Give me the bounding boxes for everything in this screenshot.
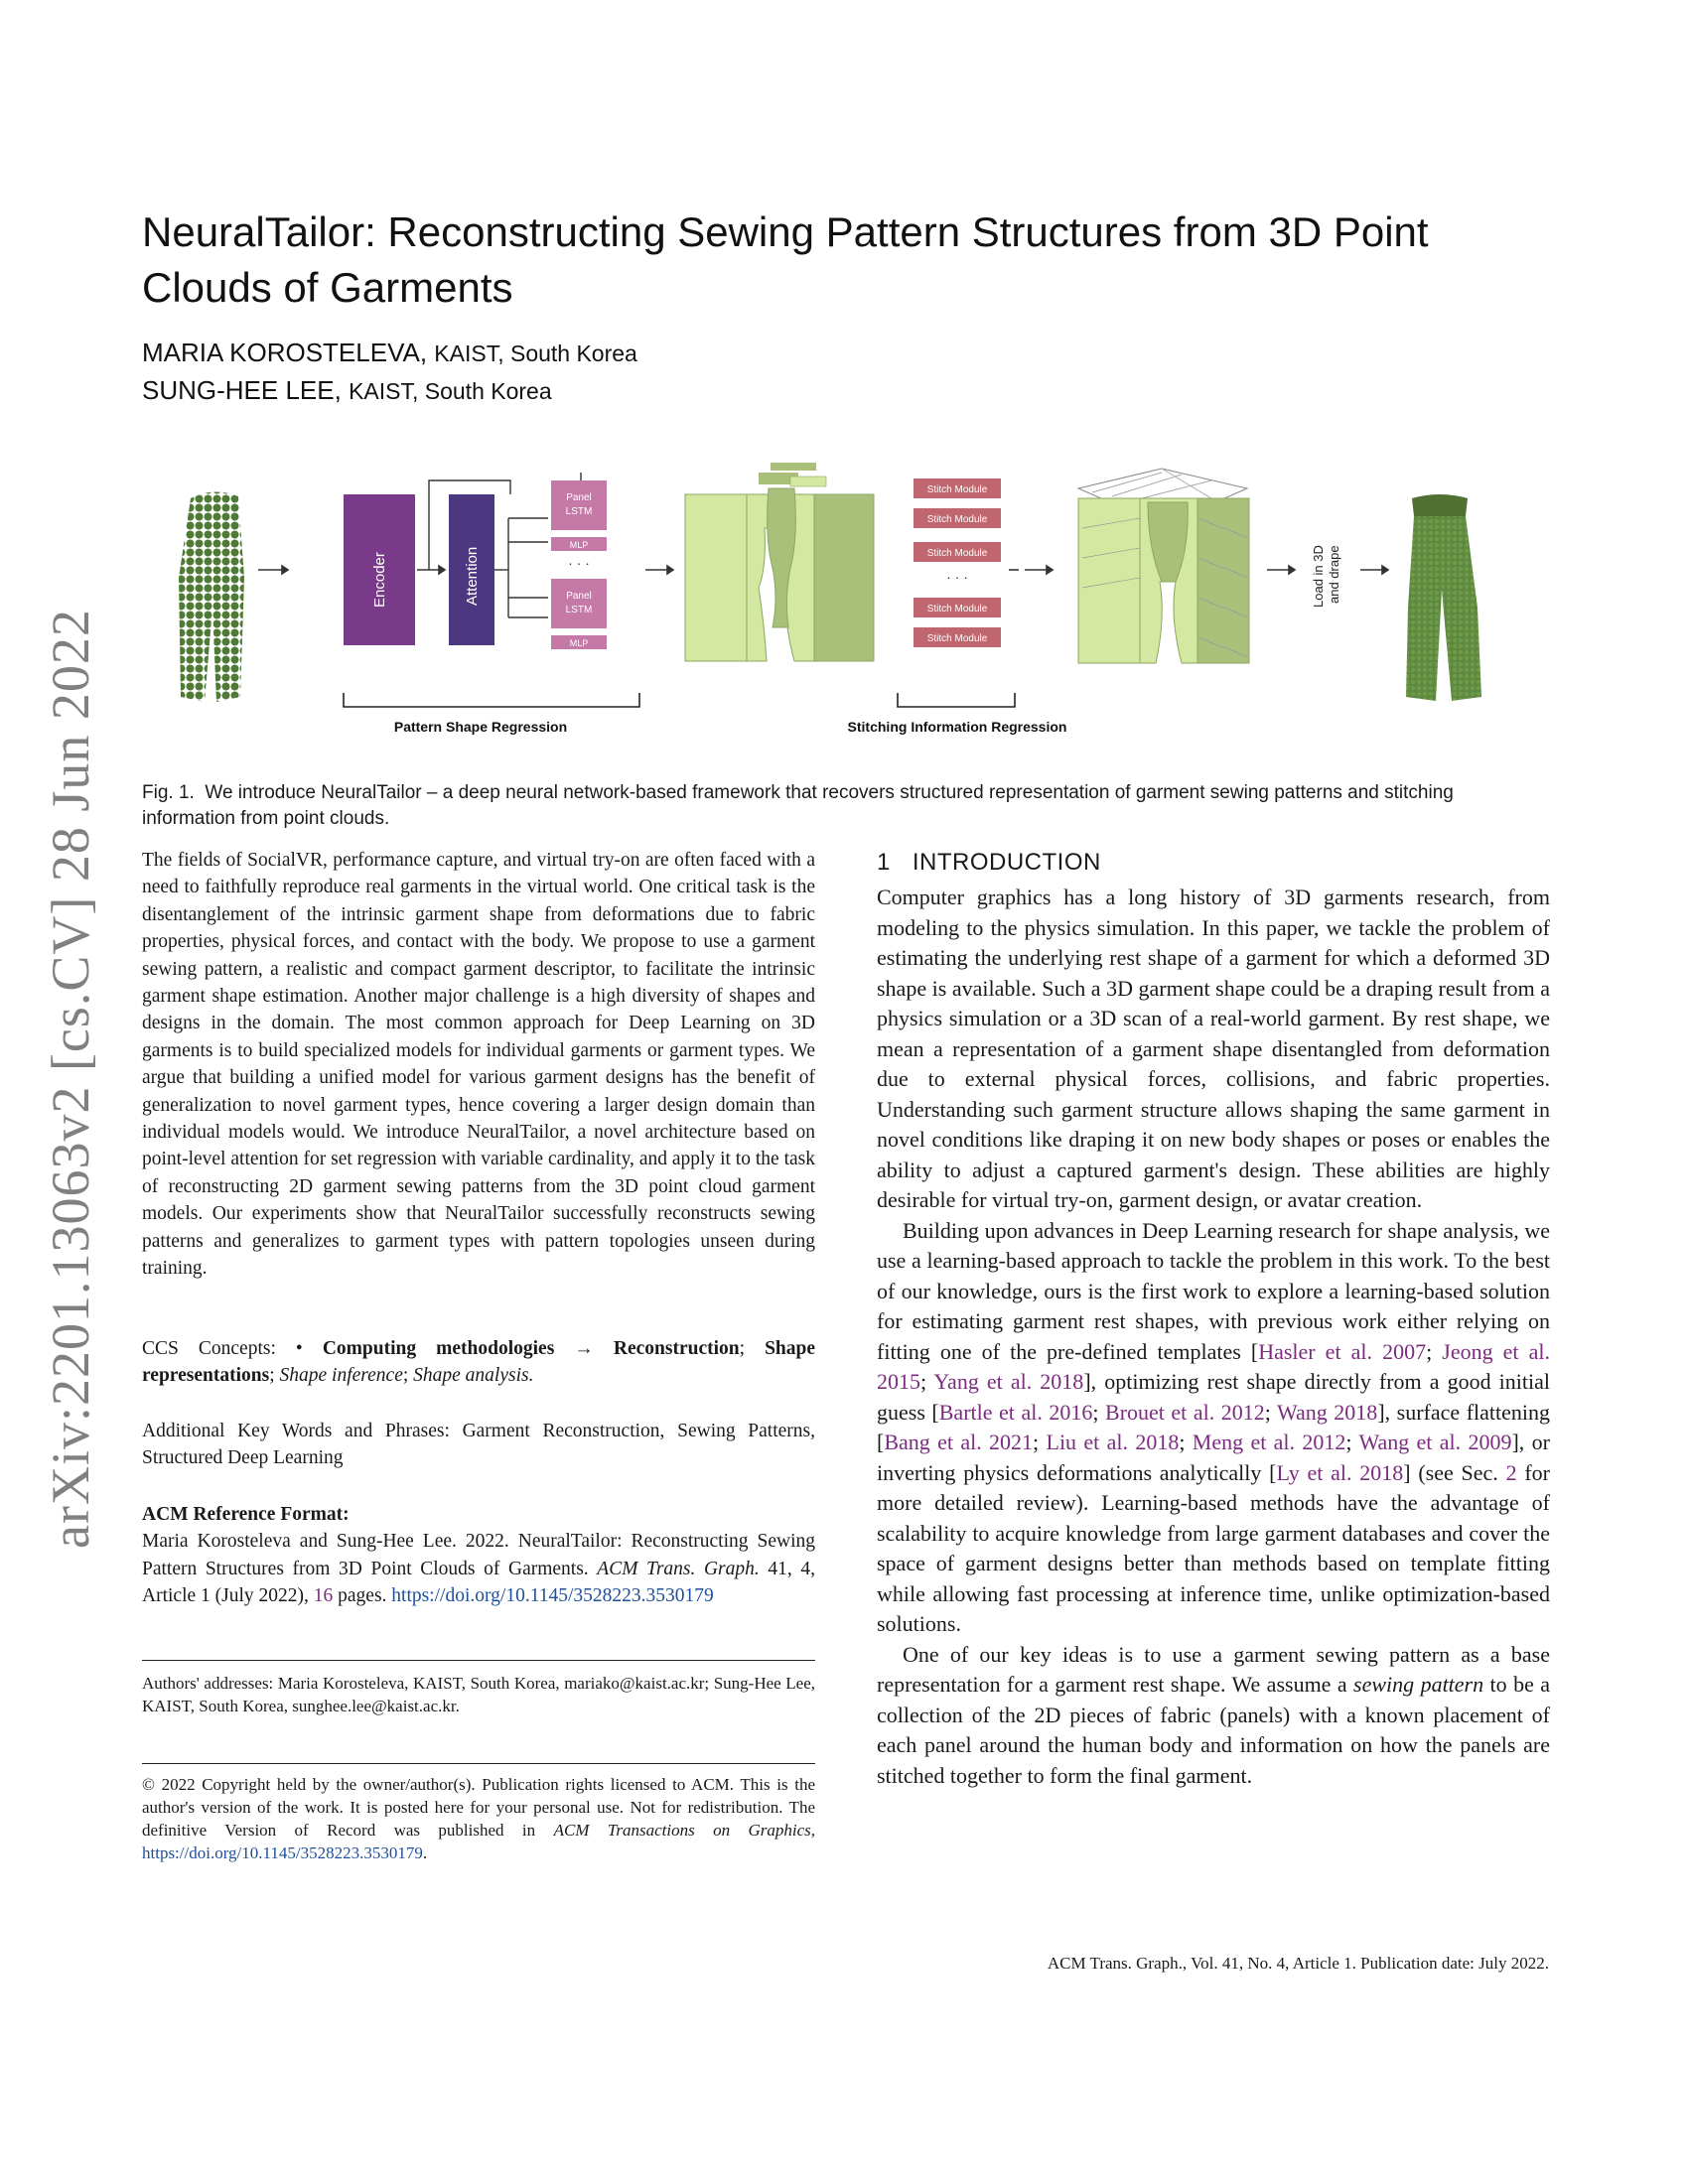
citation-wang-2018[interactable]: Wang 2018 <box>1277 1399 1378 1425</box>
load-label-2: and drape <box>1327 545 1341 604</box>
panel-lstm-text-1a: Panel <box>566 492 592 503</box>
panel-lstm-bottom <box>551 579 607 628</box>
intro-paragraph-2: Building upon advances in Deep Learning research for shape analysis, we use a learning-based approach to tackle the problem in this work. To the best of our knowledge, ours is the first work to explore a learning-based solution for estimating garment rest shapes, with previous work either relying on fitting one of the pre-defined templates [Hasler et al. 2007; Jeong et al. 2015; Yang et al. 2018], optimizing rest shape directly from a good initial guess [Bartle et al. 2016; Brouet et al. 2012; Wang 2018], surface flattening [Bang et al. 2021; Liu et al. 2018; Meng et al. 2012; Wang et al. 2009], or inverting physics deformations analytically [Ly et al. 2018] (see Sec. 2 for more detailed review). Learning-based methods have the advantage of scalability to acquire knowledge from large garment databases and cover the space of garment designs better than methods based on template fitting while allowing fast processing at inference time, unlike optimization-based solutions. <box>877 1217 1551 1636</box>
figure-caption <box>142 780 1552 832</box>
ccs-sep-3: ; <box>402 1365 414 1387</box>
intro-p2-text-b: ], optimizing rest shape directly from a good initial guess [ <box>877 1369 1550 1425</box>
acm-reference-volume: 41, 4, Article 1 (July 2022), <box>142 1558 815 1607</box>
attention-label: Attention <box>464 546 481 606</box>
figure-caption-text: We introduce NeuralTailor – a deep neural network-based framework that recovers structured representation of garment sewing patterns and stitching information from point clouds. <box>142 782 1454 829</box>
arxiv-identifier: arXiv:2201.13063v2 [cs.CV] 28 Jun 2022 <box>41 609 100 1549</box>
copyright-sep: , <box>810 1821 816 1840</box>
copyright-end: . <box>422 1843 428 1862</box>
pipeline-diagram <box>159 459 1549 747</box>
author-2-affiliation: KAIST, South Korea <box>349 378 552 404</box>
intro-p2-text-f: for more detailed review). Learning-based methods have the advantage of scalability to acquire knowledge from large garment databases and cover the space of garment designs better than methods based on template fitting while allowing fast processing at inference time, unlike optimization-based solutions. <box>877 1459 1550 1636</box>
copyright-notice <box>142 1773 815 1864</box>
mlp-bottom <box>551 635 607 649</box>
ccs-concepts <box>142 1335 815 1390</box>
section-number: 1 <box>877 849 891 876</box>
paper-title: NeuralTailor: Reconstructing Sewing Pattern Structures from 3D Point Clouds of Garments <box>142 208 1429 311</box>
stitching-information-regression-label: Stitching Information Regression <box>847 719 1067 735</box>
stitch-module-1 <box>914 478 1001 498</box>
citation-bartle-2016[interactable]: Bartle et al. 2016 <box>938 1399 1093 1425</box>
intro-p3-text-b: to be a collection of the 2D pieces of fabric (panels) with a known placement of each panel around the human body and information on how the panels are stitched together to form the final garment. <box>877 1672 1551 1788</box>
acm-reference-text: Maria Korosteleva and Sung-Hee Lee. 2022. NeuralTailor: Reconstructing Sewing Pattern Structures from 3D Point Clouds of Garments. <box>142 1531 815 1579</box>
copyright-text: © 2022 Copyright held by the owner/author(s). Publication rights licensed to ACM. This is the author's version of the work. It is posted here for your personal use. Not for redistribution. The definitive Version of Record was published in <box>142 1775 815 1840</box>
pattern-shape-regression-label: Pattern Shape Regression <box>393 719 568 735</box>
acm-reference <box>142 1501 815 1610</box>
figure-label: Fig. 1. <box>142 782 195 803</box>
ccs-prefix: CCS Concepts: • <box>142 1338 303 1359</box>
ccs-arrow: → <box>554 1338 614 1359</box>
teaser-figure <box>159 459 1549 747</box>
running-footer: ACM Trans. Graph., Vol. 41, No. 4, Article 1. Publication date: July 2022. <box>1047 1954 1549 1973</box>
author-1-affiliation: KAIST, South Korea <box>434 341 637 366</box>
load-label-1: Load in 3D <box>1311 545 1326 608</box>
acm-reference-pages-link[interactable]: 16 <box>313 1585 334 1607</box>
stitch-module-5 <box>914 627 1001 647</box>
stitch-module-text-4: Stitch Module <box>926 604 988 614</box>
encoder-block <box>344 494 415 645</box>
citation-wang-2009[interactable]: Wang et al. 2009 <box>1358 1430 1512 1454</box>
section-title: INTRODUCTION <box>912 849 1101 876</box>
keywords: Additional Key Words and Phrases: Garment Reconstruction, Sewing Patterns, Structured Deep Learning <box>142 1421 815 1469</box>
ccs-sep-1: ; <box>739 1338 766 1359</box>
intro-p2-text-c: ], surface flattening [ <box>877 1399 1551 1454</box>
ccs-concept-3: Shape representations <box>142 1338 816 1387</box>
intro-paragraph-1: Computer graphics has a long history of 3D garments research, from modeling to the physics simulation. In this paper, we tackle the problem of estimating the underlying rest shape of a garment for which a deformed 3D shape is available. Such a 3D garment shape could be a draping result from a physics simulation or a 3D scan of a real-world garment. By rest shape, we mean a representation of a garment shape disentangled from deformation due to external physical forces, collisions, and fabric properties. Understanding such garment structure allows shaping the same garment in novel conditions like draping it on new body shapes or poses or enables the ability to adjust a captured garment's design. These abilities are highly desirable for virtual try-on, garment design, or avatar creation. <box>877 885 1550 1212</box>
citation-hasler-2007[interactable]: Hasler et al. 2007 <box>1258 1338 1427 1364</box>
mlp-text-1: MLP <box>569 540 589 550</box>
citation-bang-2021[interactable]: Bang et al. 2021 <box>884 1430 1034 1454</box>
intro-p2-text-d: ], or inverting physics deformations analytically [ <box>877 1430 1550 1485</box>
acm-reference-heading: ACM Reference Format: <box>142 1504 350 1525</box>
acm-reference-doi-link[interactable]: https://doi.org/10.1145/3528223.3530179 <box>391 1585 714 1607</box>
citation-yang-2018[interactable]: Yang et al. 2018 <box>933 1369 1084 1394</box>
panel-lstm-top <box>551 480 607 530</box>
citation-ly-2018[interactable]: Ly et al. 2018 <box>1276 1459 1404 1485</box>
stitch-module-4 <box>914 598 1001 617</box>
ccs-concept-4: Shape inference <box>279 1365 403 1387</box>
stitched-pattern-image <box>1078 469 1249 663</box>
stitch-module-2 <box>914 508 1001 528</box>
mlp-top <box>551 537 607 551</box>
author-addresses: Authors' addresses: Maria Korosteleva, KAIST, South Korea, mariako@kaist.ac.kr; Sung-Hee Lee, KAIST, South Korea, sunghee.lee@kaist.ac.kr. <box>142 1674 815 1715</box>
acm-reference-journal: ACM Trans. Graph. <box>597 1558 760 1579</box>
divider-2 <box>142 1763 815 1764</box>
ellipsis-1: · · · <box>568 555 590 571</box>
stitch-module-text-2: Stitch Module <box>926 514 988 525</box>
panel-lstm-text-2b: LSTM <box>565 605 593 615</box>
acm-reference-pages-word: pages. <box>338 1585 387 1607</box>
section-heading <box>877 849 1101 877</box>
author-2 <box>142 375 552 406</box>
introduction-body <box>877 883 1550 1791</box>
encoder-label: Encoder <box>371 552 388 608</box>
author-1 <box>142 338 637 368</box>
divider-1 <box>142 1660 815 1661</box>
draped-garment-image <box>1406 494 1481 701</box>
copyright-journal: ACM Transactions on Graphics <box>553 1821 811 1840</box>
panel-lstm-text-2a: Panel <box>566 591 592 602</box>
intro-paragraph-3 <box>877 1640 1550 1792</box>
intro-p3-text-a: One of our key ideas is to use a garment sewing pattern as a base representation for a garment rest shape. We assume a <box>877 1641 1550 1697</box>
attention-block <box>449 494 494 645</box>
author-2-name: SUNG-HEE LEE, <box>142 375 342 405</box>
citation-liu-2018[interactable]: Liu et al. 2018 <box>1046 1430 1180 1454</box>
citation-jeong-2015[interactable]: Jeong et al. 2015 <box>877 1338 1550 1394</box>
author-1-name: MARIA KOROSTELEVA, <box>142 338 428 367</box>
group-brackets <box>344 693 1015 707</box>
sewing-pattern-image <box>685 463 874 661</box>
ccs-concept-2: Reconstruction <box>613 1338 740 1359</box>
citation-meng-2012[interactable]: Meng et al. 2012 <box>1192 1430 1346 1454</box>
stitch-module-text-1: Stitch Module <box>926 484 988 495</box>
section-2-link[interactable]: 2 <box>1505 1459 1517 1485</box>
intro-p2-text-a: Building upon advances in Deep Learning research for shape analysis, we use a learning-based approach to tackle the problem in this work. To the best of our knowledge, ours is the first work to explore a learning-based solution for estimating garment rest shapes, with previous work either relying on fitting one of the pre-defined templates [ <box>877 1217 1550 1364</box>
panel-lstm-text-1b: LSTM <box>565 506 593 517</box>
copyright-doi-link[interactable]: https://doi.org/10.1145/3528223.3530179 <box>142 1843 423 1862</box>
citation-brouet-2012[interactable]: Brouet et al. 2012 <box>1105 1399 1265 1425</box>
point-cloud-image <box>179 491 244 702</box>
ccs-concept-1: Computing methodologies <box>322 1338 555 1359</box>
ellipsis-2: · · · <box>946 569 968 585</box>
stitch-module-text-5: Stitch Module <box>926 633 988 644</box>
ccs-sep-2: ; <box>269 1365 280 1387</box>
intro-p2-text-e: ] (see Sec. <box>1403 1459 1498 1485</box>
mlp-text-2: MLP <box>569 638 589 648</box>
stitch-module-text-3: Stitch Module <box>926 548 988 559</box>
ccs-concept-5: Shape analysis. <box>413 1365 534 1387</box>
stitch-module-3 <box>914 542 1001 562</box>
abstract: The fields of SocialVR, performance capture, and virtual try-on are often faced with a need to faithfully reproduce real garments in the virtual world. One critical task is the disentanglement of the intrinsic garment shape from deformations due to fabric properties, physical forces, and contact with the body. We propose to use a garment sewing pattern, a realistic and compact garment descriptor, to facilitate the intrinsic garment shape estimation. Another major challenge is a high diversity of shapes and designs in the domain. The most common approach for Deep Learning on 3D garments is to build specialized models for individual garments or garment types. We argue that building a unified model for various garment designs has the benefit of generalization to novel garment types, hence covering a larger design domain than individual models would. We introduce NeuralTailor, a novel architecture based on point-level attention for set regression with variable cardinality, and apply it to the task of reconstructing 2D garment sewing patterns from the 3D point cloud garment models. Our experiments show that NeuralTailor successfully reconstructs sewing patterns and generalizes to garment types with pattern topologies unseen during training. <box>142 850 815 1280</box>
intro-p3-emphasis: sewing pattern <box>1353 1672 1484 1697</box>
